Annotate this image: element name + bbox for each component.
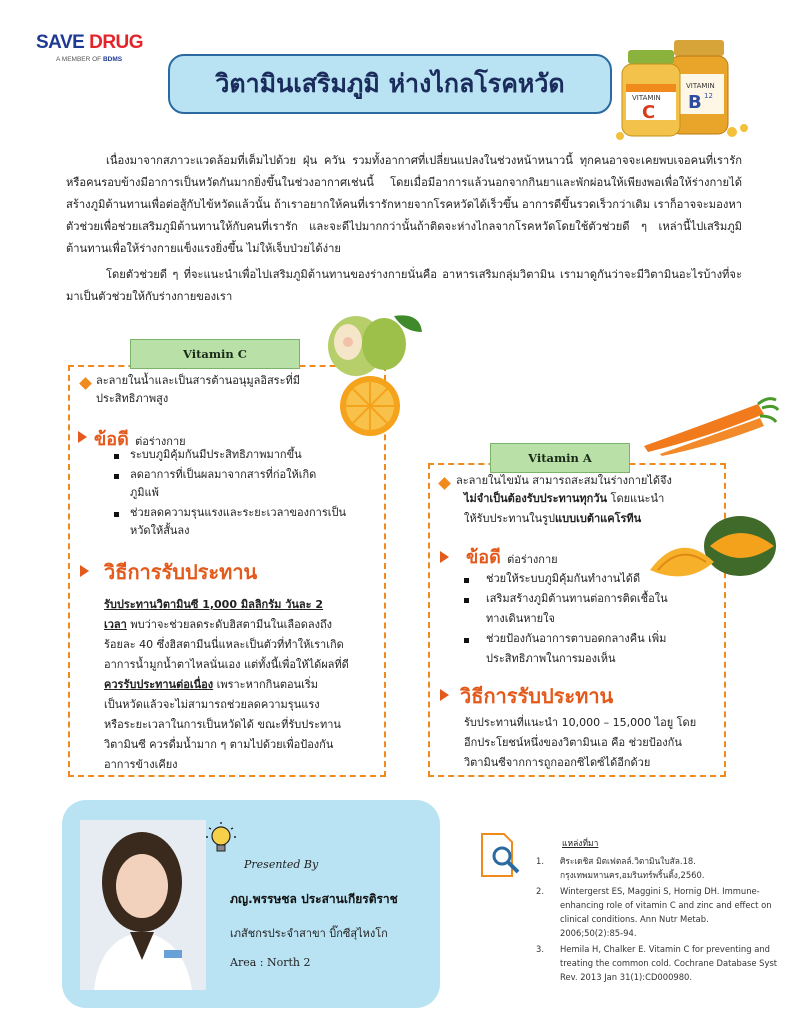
reference-number: 2.: [536, 886, 544, 896]
vitamin-c-benefit-heading: ข้อดี ต่อร่างกาย: [94, 429, 186, 450]
vitamin-bottles-icon: [612, 32, 762, 142]
reference-line: Wintergerst ES, Maggini S, Hornig DH. Immune-: [560, 886, 760, 896]
reference-line: clinical conditions. Ann Nutr Metab.: [560, 914, 709, 924]
vitamin-c-benefit-item: ภูมิแพ้: [130, 486, 159, 499]
vitamin-a-usage-line: อีกประโยชน์หนึ่งของวิตามินเอ คือ ช่วยป้องกัน: [464, 736, 682, 749]
vitamin-a-desc: ไม่จำเป็นต้องรับประทานทุกวัน โดยแนะนำ: [464, 492, 665, 505]
square-bullet-icon: [114, 474, 119, 479]
logo-tagline: A MEMBER OF BDMS: [56, 56, 123, 63]
square-bullet-icon: [114, 512, 119, 517]
presenter-role: เภสัชกรประจำสาขา บิ๊กซีสุไหงโก: [230, 927, 388, 940]
svg-text:VITAMIN: VITAMIN: [686, 82, 715, 90]
vitamin-c-usage-line: อาการข้างเคียง: [104, 758, 178, 771]
vitamin-c-usage-line: อาการน้ำมูกน้ำตาไหลนั่นเอง แต่ทั้งนี้เพื่อให้ได้ผลที่ดี: [104, 658, 349, 671]
svg-text:C: C: [642, 102, 656, 123]
logo-wordmark: SAVE DRUG: [36, 32, 144, 53]
title-banner: [168, 54, 612, 114]
avatar: [80, 820, 206, 990]
triangle-bullet-icon: [440, 689, 449, 701]
vitamin-a-tab: Vitamin A: [490, 443, 630, 473]
vitamin-a-desc: ละลายในไขมัน สามารถสะสมในร่างกายได้จึง: [456, 474, 672, 487]
svg-text:12: 12: [704, 92, 713, 100]
reference-line: กรุงเทพมหานคร,อมรินทร์พริ้นติ้ง,2560.: [560, 870, 705, 880]
vitamin-c-desc: ละลายในน้ำและเป็นสารต้านอนุมูลอิสระที่มี: [96, 374, 300, 387]
square-bullet-icon: [114, 454, 119, 459]
intro-paragraph-1: เนื่องมาจากสภาวะแวดล้อมที่เต็มไปด้วย ฝุ่น ควัน รวมทั้งอากาศที่เปลี่ยนแปลงในช่วงหน้าหนาวนี้ ทุกคนอาจจะเคยพบเจอคนที่เรารักหรือคนรอบข้างมีอาการเป็นหวัดกันมากยิ่งขึ้นในช่วงอากาศเช่นนี้ โดยเมื่อมีอาการแล้วนอกจากกินยาและพักผ่อนให้เพียงพอเพื่อให้ร่างกายได้สร้างภูมิต้านทานเพื่อต่อสู้กับไข้หวัดแล้วนั้น ถ้าเราอยากให้คนที่เรารักหายจากโรคหวัดได้เร็วขึ้น อาการดีขึ้นรวดเร็วกว่าเดิม เราก็อาจจะมองหาตัวช่วยเพื่อช่วยเสริมภูมิต้านทานให้กับคนที่เรารัก และจะดีไปมากกว่านั้นถ้าติดจะห่างไกลจากโรคหวัดโดยใช้ตัวช่วยดี ๆ เหล่านี้ไปเสริมภูมิต้านทานเพื่อให้ร่างกายแข็งแรงยิ่งขึ้น ไม่ให้เจ็บป่วยได้ง่าย: [66, 154, 742, 255]
pumpkin-icon: [640, 500, 780, 586]
svg-text:VITAMIN: VITAMIN: [632, 94, 661, 102]
vitamin-c-benefit-item: ระบบภูมิคุ้มกันมีประสิทธิภาพมากขึ้น: [130, 448, 302, 461]
presenter-photo: [80, 820, 206, 990]
vitamin-c-usage-line: เวลา พบว่าจะช่วยลดระดับฮิสตามีนในเลือดลงถึง: [104, 618, 333, 631]
presenter-area: Area : North 2: [230, 956, 311, 969]
triangle-bullet-icon: [78, 431, 87, 443]
vitamin-a-benefit-item: ทางเดินหายใจ: [486, 612, 555, 625]
vitamin-c-usage-heading: วิธีการรับประทาน: [104, 560, 258, 584]
svg-text:B: B: [688, 92, 702, 113]
reference-number: 1.: [536, 856, 544, 866]
reference-line: Rev. 2013 Jan 31(1):CD000980.: [560, 972, 693, 982]
square-bullet-icon: [464, 598, 469, 603]
vitamin-c-benefit-item: ช่วยลดความรุนแรงและระยะเวลาของการเป็น: [130, 506, 346, 519]
vitamin-c-usage-line: ควรรับประทานต่อเนื่อง เพราะหากกินตอนเริ่ม: [104, 678, 319, 691]
guava-orange-icon: [312, 302, 432, 442]
vitamin-c-benefit-item: หวัดให้สั้นลง: [130, 524, 190, 537]
vitamin-a-benefit-heading: ข้อดี ต่อร่างกาย: [466, 547, 558, 568]
vitamin-a-benefit-item: ช่วยป้องกันอาการตาบอดกลางคืน เพิ่ม: [486, 632, 667, 645]
vitamin-c-usage-line: รับประทานวิตามินซี 1,000 มิลลิกรัม วันละ 2: [104, 598, 324, 611]
page-title: วิตามินเสริมภูมิ ห่างไกลโรคหวัด: [215, 69, 565, 98]
presenter-name: ภญ.พรรษชล ประสานเกียรติราช: [230, 892, 398, 906]
vitamin-c-usage-line: ร้อยละ 40 ซึ่งฮิสตามีนนี่แหละเป็นตัวที่ทำให้เราเกิด: [104, 638, 344, 651]
reference-line: treating the common cold. Cochrane Database Syst: [560, 958, 778, 968]
savedrug-logo: [36, 32, 166, 76]
triangle-bullet-icon: [440, 551, 449, 563]
vitamin-a-usage-line: รับประทานที่แนะนำ 10,000 – 15,000 ไอยู โดย: [464, 716, 697, 729]
vitamin-a-benefit-item: เสริมสร้างภูมิต้านทานต่อการติดเชื้อใน: [486, 592, 668, 605]
vitamin-c-benefit-item: ลดอาการที่เป็นผลมาจากสารที่ก่อให้เกิด: [130, 468, 317, 481]
reference-line: 2006;50(2):85-94.: [560, 928, 637, 938]
vitamin-c-desc: ประสิทธิภาพสูง: [96, 392, 169, 405]
presented-by-label: Presented By: [244, 858, 319, 871]
vitamin-a-usage-heading: วิธีการรับประทาน: [460, 684, 614, 708]
vitamin-a-benefit-item: ประสิทธิภาพในการมองเห็น: [486, 652, 616, 665]
reference-line: ศิระเดชิส มิตเฟตลล์.วิตามินใบสัล.18.: [560, 856, 696, 866]
square-bullet-icon: [464, 638, 469, 643]
vitamin-c-usage-line: เป็นหวัดแล้วจะไม่สามารถช่วยลดความรุนแรง: [104, 698, 320, 711]
reference-line: enhancing role of vitamin C and zinc and effect on: [560, 900, 772, 910]
triangle-bullet-icon: [80, 565, 89, 577]
carrot-icon: [640, 396, 780, 456]
vitamin-a-desc: ให้รับประทานในรูปแบบเบต้าแคโรทีน: [464, 512, 642, 525]
lightbulb-icon: [204, 820, 238, 860]
vitamin-c-tab: Vitamin C: [130, 339, 300, 369]
reference-line: Hemila H, Chalker E. Vitamin C for preventing and: [560, 944, 770, 954]
document-search-icon: [478, 832, 522, 878]
vitamin-c-usage-line: วิตามินซี ควรดื่มน้ำมาก ๆ ตามไปด้วยเพื่อป้องกัน: [104, 738, 334, 751]
vitamin-a-benefit-item: ช่วยให้ระบบภูมิคุ้มกันทำงานได้ดี: [486, 572, 641, 585]
intro-paragraph-2: โดยตัวช่วยดี ๆ ที่จะแนะนำเพื่อไปเสริมภูมิต้านทานของร่างกายนั่นคือ อาหารเสริมกลุ่มวิตามิน เรามาดูกันว่าจะมีวิตามินอะไรบ้างที่จะมาเป็นตัวช่วยให้กับร่างกายของเรา: [66, 268, 742, 303]
vitamin-a-usage-line: วิตามินซีจากการถูกออกซิไดซ์ได้อีกด้วย: [464, 756, 651, 769]
reference-number: 3.: [536, 944, 544, 954]
square-bullet-icon: [464, 578, 469, 583]
references-title: แหล่งที่มา: [562, 839, 599, 849]
vitamin-c-usage-line: หรือระยะเวลาในการเป็นหวัดได้ ขณะที่รับประทาน: [104, 718, 341, 731]
